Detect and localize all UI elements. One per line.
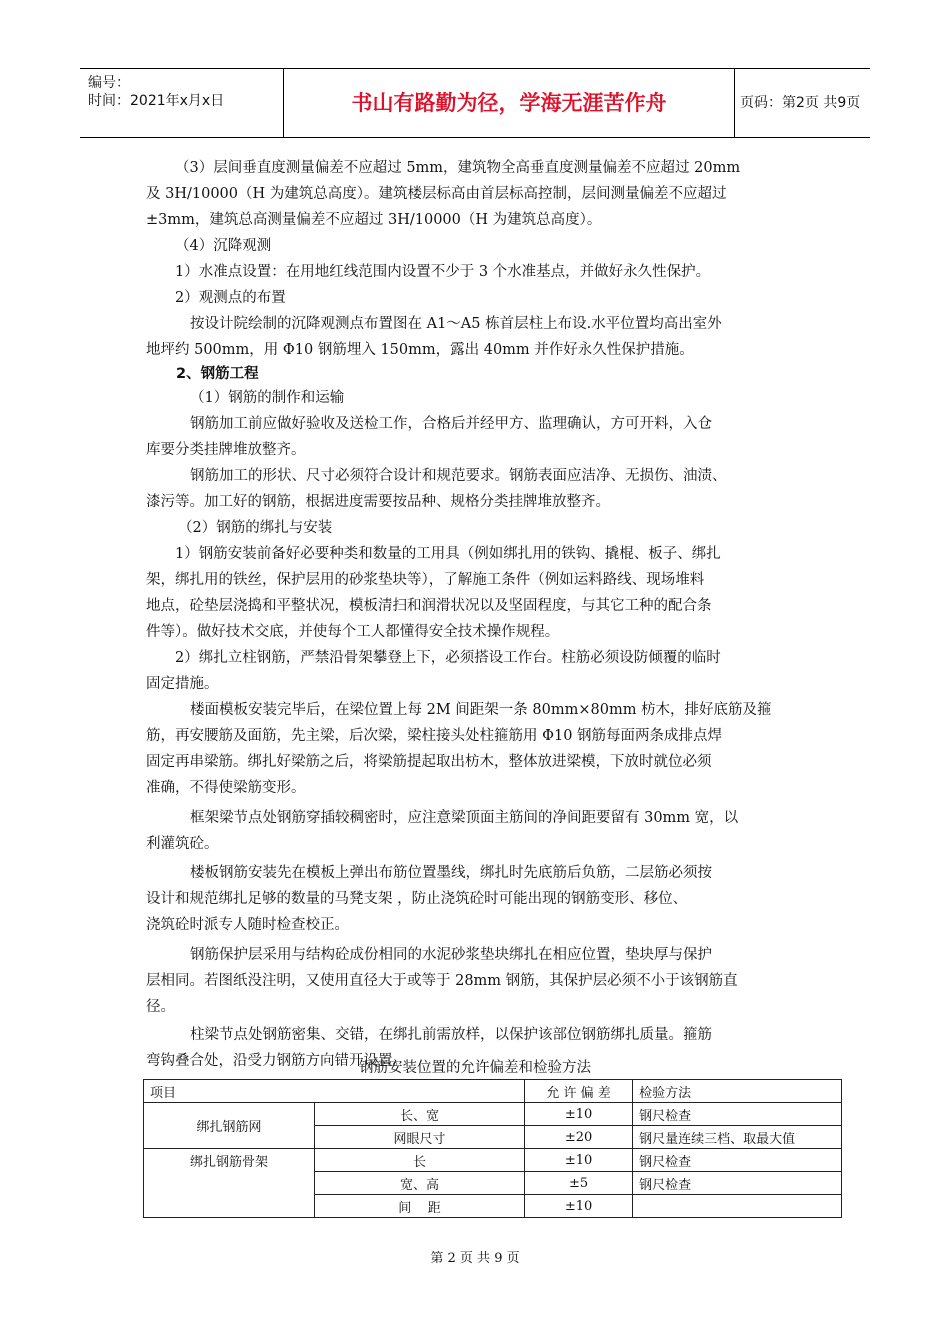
time-label: 时间：2021年x月x日 (88, 93, 225, 109)
para-line: 楼面模板安装完毕后，在梁位置上每 2M 间距架一条 80mm×80mm 枋木，排好底筋及箍 (190, 702, 772, 718)
para-line: 层相同。若图纸没注明，又使用直径大于或等于 28mm 钢筋，其保护层必须不小于该钢筋直 (146, 973, 738, 989)
para-line: 钢筋加工的形状、尺寸必须符合设计和规范要求。钢筋表面应洁净、无损伤、油渍、 (190, 468, 727, 484)
item-cell: 长、宽 (315, 1103, 525, 1126)
para-line: （3）层间垂直度测量偏差不应超过 5mm，建筑物全高垂直度测量偏差不应超过 20mm (175, 160, 741, 176)
header-motto: 书山有路勤为径，学海无涯苦作舟 (283, 69, 735, 137)
para-line: 柱梁节点处钢筋密集、交错，在绑扎前需放样，以保护该部位钢筋绑扎质量。箍筋 (190, 1027, 712, 1043)
tolerance-cell: ±5 (525, 1172, 633, 1195)
para-line: ±3mm，建筑总高测量偏差不应超过 3H/10000（H 为建筑总高度）。 (146, 212, 602, 228)
header-tolerance: 允 许 偏 差 (525, 1080, 633, 1103)
method-cell (633, 1195, 842, 1218)
para-line: 钢筋加工前应做好验收及送检工作，合格后并经甲方、监理确认，方可开料，入仓 (190, 416, 712, 432)
section-heading: 2、钢筋工程 (176, 366, 259, 382)
para-line: 固定再串梁筋。绑扎好梁筋之后，将梁筋提起取出枋木，整体放进梁模，下放时就位必须 (146, 754, 712, 770)
para-line: 2）观测点的布置 (175, 290, 286, 306)
para-line: 固定措施。 (146, 676, 219, 692)
tolerance-cell: ±10 (525, 1149, 633, 1172)
para-line: 2）绑扎立柱钢筋，严禁沿骨架攀登上下，必须搭设工作台。柱筋必须设防倾覆的临时 (175, 650, 721, 666)
tolerance-cell: ±10 (525, 1195, 633, 1218)
para-line: 楼板钢筋安装先在模板上弹出布筋位置墨线，绑扎时先底筋后负筋，二层筋必须按 (190, 865, 712, 881)
method-cell: 钢尺检查 (633, 1172, 842, 1195)
item-cell: 网眼尺寸 (315, 1126, 525, 1149)
table-header-row (144, 1080, 842, 1103)
table-row (144, 1149, 842, 1172)
para-line: 库要分类挂牌堆放整齐。 (146, 442, 306, 458)
para-line: 件等）。做好技术交底，并使每个工人都懂得安全技术操作规程。 (146, 624, 560, 640)
header-item: 项目 (144, 1080, 525, 1103)
para-line: 架，绑扎用的铁丝，保护层用的砂浆垫块等），了解施工条件（例如运料路线、现场堆料 (146, 572, 705, 588)
group-cell: 绑扎钢筋网 (144, 1103, 315, 1149)
para-line: 浇筑砼时派专人随时检查校正。 (146, 917, 349, 933)
table-caption: 钢筋安装位置的允许偏差和检验方法 (359, 1060, 591, 1076)
para-line: （4）沉降观测 (175, 238, 272, 254)
tolerance-cell: ±20 (525, 1126, 633, 1149)
para-line: 地坪约 500mm，用 Φ10 钢筋埋入 150mm，露出 40mm 并作好永久性保护措施。 (146, 342, 694, 358)
item-cell: 长 (315, 1149, 525, 1172)
item-cell: 间 距 (315, 1195, 525, 1218)
item-cell: 宽、高 (315, 1172, 525, 1195)
method-cell: 钢尺量连续三档、取最大值 (633, 1126, 842, 1149)
para-line: 1）钢筋安装前备好必要种类和数量的工用具（例如绑扎用的铁钩、撬棍、板子、绑扎 (175, 546, 721, 562)
para-line: 框架梁节点处钢筋穿插较稠密时，应注意梁顶面主筋间的净间距要留有 30mm 宽，以 (190, 810, 739, 826)
para-line: 径。 (146, 999, 175, 1015)
tolerance-table (143, 1079, 842, 1218)
para-line: 准确，不得使梁筋变形。 (146, 780, 306, 796)
para-line: 钢筋保护层采用与结构砼成份相同的水泥砂浆垫块绑扎在相应位置，垫块厚与保护 (190, 947, 712, 963)
method-cell: 钢尺检查 (633, 1103, 842, 1126)
page-footer: 第 2 页 共 9 页 (430, 1251, 520, 1266)
para-line: 设计和规范绑扎足够的数量的马凳支架 ，防止浇筑砼时可能出现的钢筋变形、移位、 (146, 891, 688, 907)
para-line: 1）水准点设置：在用地红线范围内设置不少于 3 个水准基点，并做好永久性保护。 (175, 264, 711, 280)
header-page-label: 页码：第2页 共9页 (740, 95, 861, 111)
header-meta (80, 69, 282, 137)
para-line: 及 3H/10000（H 为建筑总高度）。建筑楼层标高由首层标高控制，层间测量偏差不应超过 (146, 186, 727, 202)
table-row (144, 1103, 842, 1126)
tolerance-cell: ±10 (525, 1103, 633, 1126)
para-line: 按设计院绘制的沉降观测点布置图在 A1～A5 栋首层柱上布设.水平位置均高出室外 (190, 316, 722, 332)
number-label: 编号： (88, 75, 130, 91)
para-line: （2）钢筋的绑扎与安装 (178, 520, 333, 536)
para-line: （1）钢筋的制作和运输 (190, 390, 345, 406)
para-line: 筋，再安腰筋及面筋，先主梁，后次梁，梁柱接头处柱箍筋用 Φ10 钢筋每面两条成排点焊 (146, 728, 723, 744)
para-line: 利灌筑砼。 (146, 836, 219, 852)
page-header (80, 68, 870, 138)
para-line: 弯钩叠合处，沿受力钢筋方向错开设置。 (146, 1053, 407, 1069)
group-cell: 绑扎钢筋骨架 (144, 1149, 315, 1218)
header-method: 检验方法 (633, 1080, 842, 1103)
method-cell: 钢尺检查 (633, 1149, 842, 1172)
para-line: 漆污等。加工好的钢筋，根据进度需要按品种、规格分类挂牌堆放整齐。 (146, 494, 610, 510)
para-line: 地点，砼垫层浇捣和平整状况，模板清扫和润滑状况以及坚固程度，与其它工种的配合条 (146, 598, 712, 614)
